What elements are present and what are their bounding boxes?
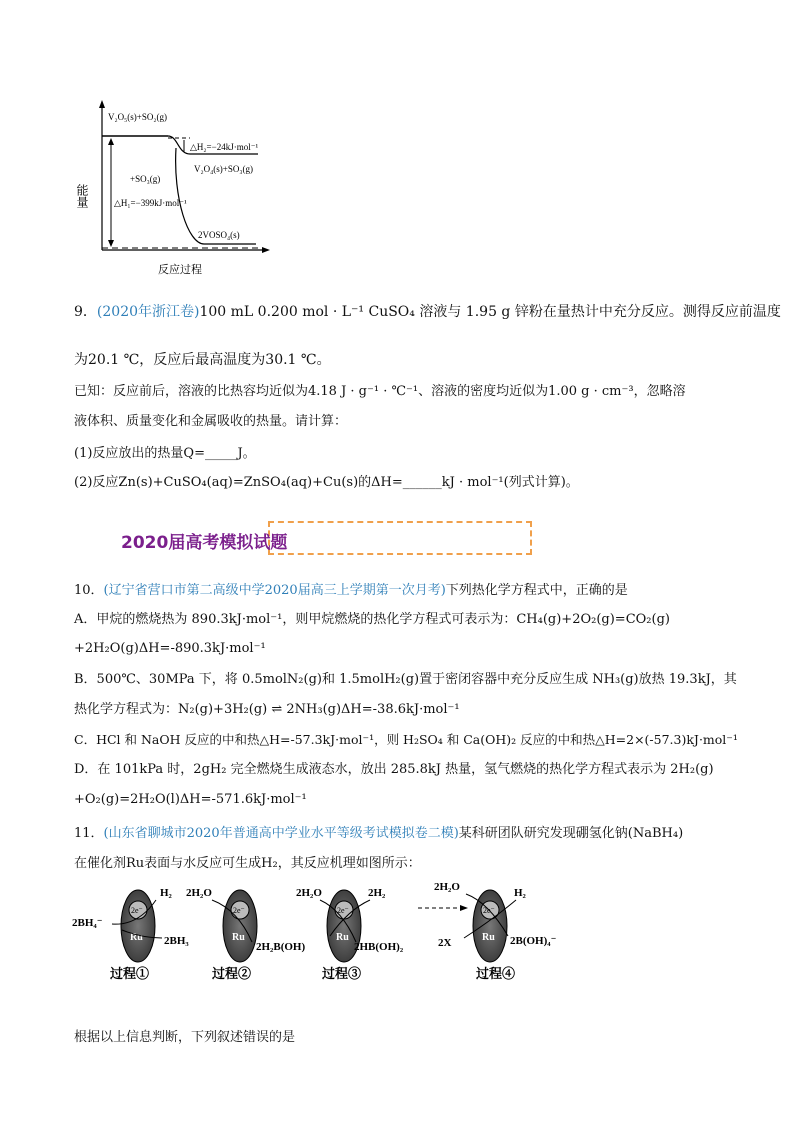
diagram-top-label: V₂O₅(s)+SO₂(g)	[108, 112, 167, 122]
section-box	[268, 521, 532, 555]
process-3	[296, 887, 404, 981]
q9-part1: (1)反应放出的热量Q=_____J。	[74, 446, 256, 461]
p1-label: 过程①	[110, 966, 150, 981]
p1-bottom-out: 2BH₃	[164, 935, 189, 947]
diagram-dh1-label: △H₁=−399kJ·mol⁻¹	[114, 198, 187, 208]
diagram-bottom-label: 2VOSO₄(s)	[198, 230, 240, 240]
diagram-x-label: 反应过程	[158, 264, 202, 276]
p3-bottom-out: 2HB(OH)₂	[354, 941, 404, 953]
p4-ru: Ru	[482, 932, 495, 943]
p3-electrons: 2e⁻	[337, 906, 349, 915]
q10-option-b1: B．500℃、30MPa 下，将 0.5molN₂(g)和 1.5molH₂(g)置于密闭容器中充分反应生成 NH₃(g)放热 19.3kJ，其	[74, 672, 737, 687]
q9-line4: 液体积、质量变化和金属吸收的热量。请计算：	[74, 414, 348, 429]
q11-source: (山东省聊城市2020年普通高中学业水平等级考试模拟卷二模)	[103, 826, 459, 841]
q10-option-d2: +O₂(g)=2H₂O(l)ΔH=-571.6kJ·mol⁻¹	[74, 792, 307, 807]
q11-line2: 在催化剂Ru表面与水反应可生成H₂，其反应机理如图所示：	[74, 856, 421, 871]
q9-line2: 为20.1 ℃，反应后最高温度为30.1 ℃。	[74, 352, 331, 368]
diagram-so3-label: +SO₃(g)	[130, 174, 161, 184]
q10-option-c: C．HCl 和 NaOH 反应的中和热△H=-57.3kJ·mol⁻¹，则 H₂SO₄ 和 Ca(OH)₂ 反应的中和热△H=2×(-57.3)kJ·mol⁻¹	[74, 732, 738, 747]
p1-top-out: H₂	[160, 887, 172, 899]
p2-ru: Ru	[232, 932, 245, 943]
q9-number: 9．	[74, 304, 97, 320]
q9-part2: (2)反应Zn(s)+CuSO₄(aq)=ZnSO₄(aq)+Cu(s)的ΔH=______kJ · mol⁻¹(列式计算)。	[74, 475, 579, 490]
p3-ru: Ru	[336, 932, 349, 943]
q10-number: 10．	[74, 583, 104, 598]
p4-left-in: 2X	[438, 937, 452, 949]
q9-line3: 已知：反应前后，溶液的比热容均近似为4.18 J · g⁻¹ · ℃⁻¹、溶液的密度均近似为1.00 g · cm⁻³，忽略溶	[74, 384, 686, 399]
q10-option-a1: A．甲烷的燃烧热为 890.3kJ·mol⁻¹，则甲烷燃烧的热化学方程式可表示为：CH₄(g)+2O₂(g)=CO₂(g)	[74, 612, 670, 627]
p2-electrons: 2e⁻	[233, 906, 245, 915]
p1-ru: Ru	[130, 932, 143, 943]
diagram-y-label: 能量	[75, 184, 89, 208]
process-4	[434, 881, 557, 981]
q11-conclusion: 根据以上信息判断，下列叙述错误的是	[74, 1030, 296, 1045]
q10-option-a2: +2H₂O(g)ΔH=-890.3kJ·mol⁻¹	[74, 641, 266, 656]
p2-top-in: 2H₂O	[186, 887, 212, 899]
q9-text1: 100 mL 0.200 mol · L⁻¹ CuSO₄ 溶液与 1.95 g 锌粉在量热计中充分反应。测得反应前温度	[199, 304, 781, 320]
q9-line1	[74, 302, 781, 322]
section-title: 2020届高考模拟试题	[121, 533, 288, 553]
p3-label: 过程③	[322, 966, 362, 981]
q10-line1	[74, 581, 628, 601]
q10-option-d1: D．在 101kPa 时，2gH₂ 完全燃烧生成液态水，放出 285.8kJ 热量，氢气燃烧的热化学方程式表示为 2H₂(g)	[74, 762, 714, 777]
p4-electrons: 2e⁻	[483, 906, 495, 915]
q10-option-b2: 热化学方程式为：N₂(g)+3H₂(g) ⇌ 2NH₃(g)ΔH=-38.6kJ·mol⁻¹	[74, 702, 460, 717]
p1-left-in: 2BH₄⁻	[72, 917, 103, 929]
diagram-dh2-label: △H₂=−24kJ·mol⁻¹	[190, 142, 259, 152]
diagram-mid-label: V₂O₄(s)+SO₃(g)	[194, 164, 253, 174]
p2-label: 过程②	[212, 966, 252, 981]
q9-source: (2020年浙江卷)	[96, 304, 200, 320]
process-1	[72, 887, 189, 981]
q10-stem: 下列热化学方程式中，正确的是	[445, 583, 628, 598]
energy-diagram	[75, 98, 278, 278]
mechanism-figure	[72, 880, 592, 990]
q11-stem1: 某科研团队研究发现硼氢化钠(NaBH₄)	[458, 826, 684, 841]
p3-top-in: 2H₂O	[296, 887, 322, 899]
p2-bottom-out: 2H₂B(OH)	[256, 941, 306, 953]
p4-bottom-out: 2B(OH)₄⁻	[510, 935, 557, 947]
q11-number: 11．	[74, 826, 104, 841]
q11-line1	[74, 824, 683, 844]
p3-top-out: 2H₂	[368, 887, 386, 899]
p1-electrons: 2e⁻	[131, 906, 143, 915]
q10-source: (辽宁省营口市第二高级中学2020届高三上学期第一次月考)	[103, 583, 446, 598]
process-2	[186, 887, 305, 981]
p4-top-in: 2H₂O	[434, 881, 460, 893]
p4-label: 过程④	[476, 966, 516, 981]
p4-top-out: H₂	[514, 887, 526, 899]
